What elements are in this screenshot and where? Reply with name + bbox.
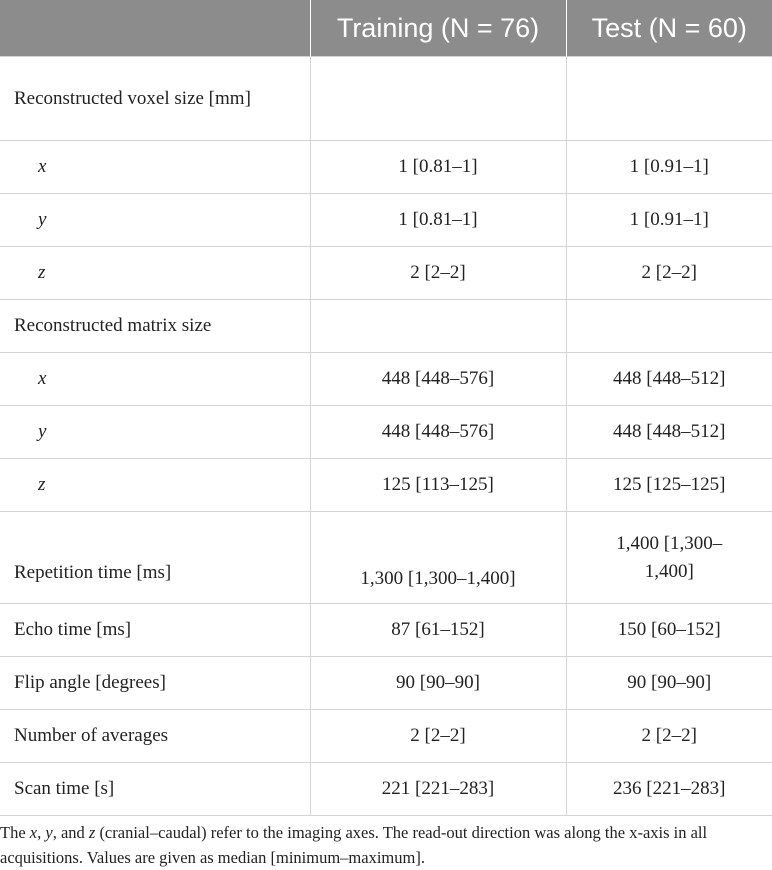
test-value: 236 [221–283] <box>566 763 772 816</box>
training-value: 2 [2–2] <box>310 710 566 763</box>
table-row <box>0 406 772 459</box>
table-row <box>0 300 772 353</box>
footnote-sep: , <box>37 823 46 842</box>
training-value: 1 [0.81–1] <box>310 141 566 194</box>
table-row <box>0 459 772 512</box>
test-value: 1,400 [1,300–1,400] <box>566 512 772 604</box>
training-value: 1,300 [1,300–1,400] <box>310 512 566 604</box>
test-value <box>566 57 772 141</box>
row-label: Reconstructed matrix size <box>0 300 310 353</box>
row-label: y <box>0 194 310 247</box>
test-value: 2 [2–2] <box>566 710 772 763</box>
training-value <box>310 57 566 141</box>
table-row <box>0 710 772 763</box>
table-row <box>0 57 772 141</box>
footnote-sep: , and <box>52 823 89 842</box>
row-label: Scan time [s] <box>0 763 310 816</box>
test-value: 2 [2–2] <box>566 247 772 300</box>
table-row <box>0 604 772 657</box>
table-row <box>0 247 772 300</box>
test-value: 150 [60–152] <box>566 604 772 657</box>
training-value: 448 [448–576] <box>310 406 566 459</box>
header-training: Training (N = 76) <box>310 0 566 57</box>
table-row <box>0 194 772 247</box>
header-label <box>0 0 310 57</box>
row-label: Number of averages <box>0 710 310 763</box>
training-value: 87 [61–152] <box>310 604 566 657</box>
row-label: Echo time [ms] <box>0 604 310 657</box>
table-row <box>0 353 772 406</box>
test-value: 1 [0.91–1] <box>566 141 772 194</box>
row-label: x <box>0 141 310 194</box>
table-row <box>0 763 772 816</box>
footnote-axis-z: z <box>88 823 96 842</box>
test-value: 90 [90–90] <box>566 657 772 710</box>
training-value: 1 [0.81–1] <box>310 194 566 247</box>
test-value: 1 [0.91–1] <box>566 194 772 247</box>
test-value: 448 [448–512] <box>566 406 772 459</box>
footnote-axis-y: y <box>45 823 53 842</box>
training-value <box>310 300 566 353</box>
row-label: x <box>0 353 310 406</box>
header-test: Test (N = 60) <box>566 0 772 57</box>
test-value <box>566 300 772 353</box>
test-value: 125 [125–125] <box>566 459 772 512</box>
training-value: 90 [90–90] <box>310 657 566 710</box>
row-label: z <box>0 247 310 300</box>
row-label: y <box>0 406 310 459</box>
table-row <box>0 657 772 710</box>
row-label: z <box>0 459 310 512</box>
row-label: Repetition time [ms] <box>0 512 310 604</box>
table-row <box>0 141 772 194</box>
row-label: Flip angle [degrees] <box>0 657 310 710</box>
table-footnote: The x, y, and z (cranial–caudal) refer to the imaging axes. The read-out direction was along the x-axis in all acquisitions. Values are given as median [minimum–maximum]. <box>0 823 708 867</box>
training-value: 448 [448–576] <box>310 353 566 406</box>
test-value: 448 [448–512] <box>566 353 772 406</box>
training-value: 125 [113–125] <box>310 459 566 512</box>
header-row <box>0 0 772 57</box>
footnote-axis-x: x <box>29 823 38 842</box>
training-value: 2 [2–2] <box>310 247 566 300</box>
footnote-text: (cranial–caudal) refer to the imaging axes. The read-out direction was along the x-axis in all acquisitions. Values are given as median [minimum–maximum]. <box>0 823 708 867</box>
row-label: Reconstructed voxel size [mm] <box>0 57 310 141</box>
table-row <box>0 512 772 604</box>
training-value: 221 [221–283] <box>310 763 566 816</box>
